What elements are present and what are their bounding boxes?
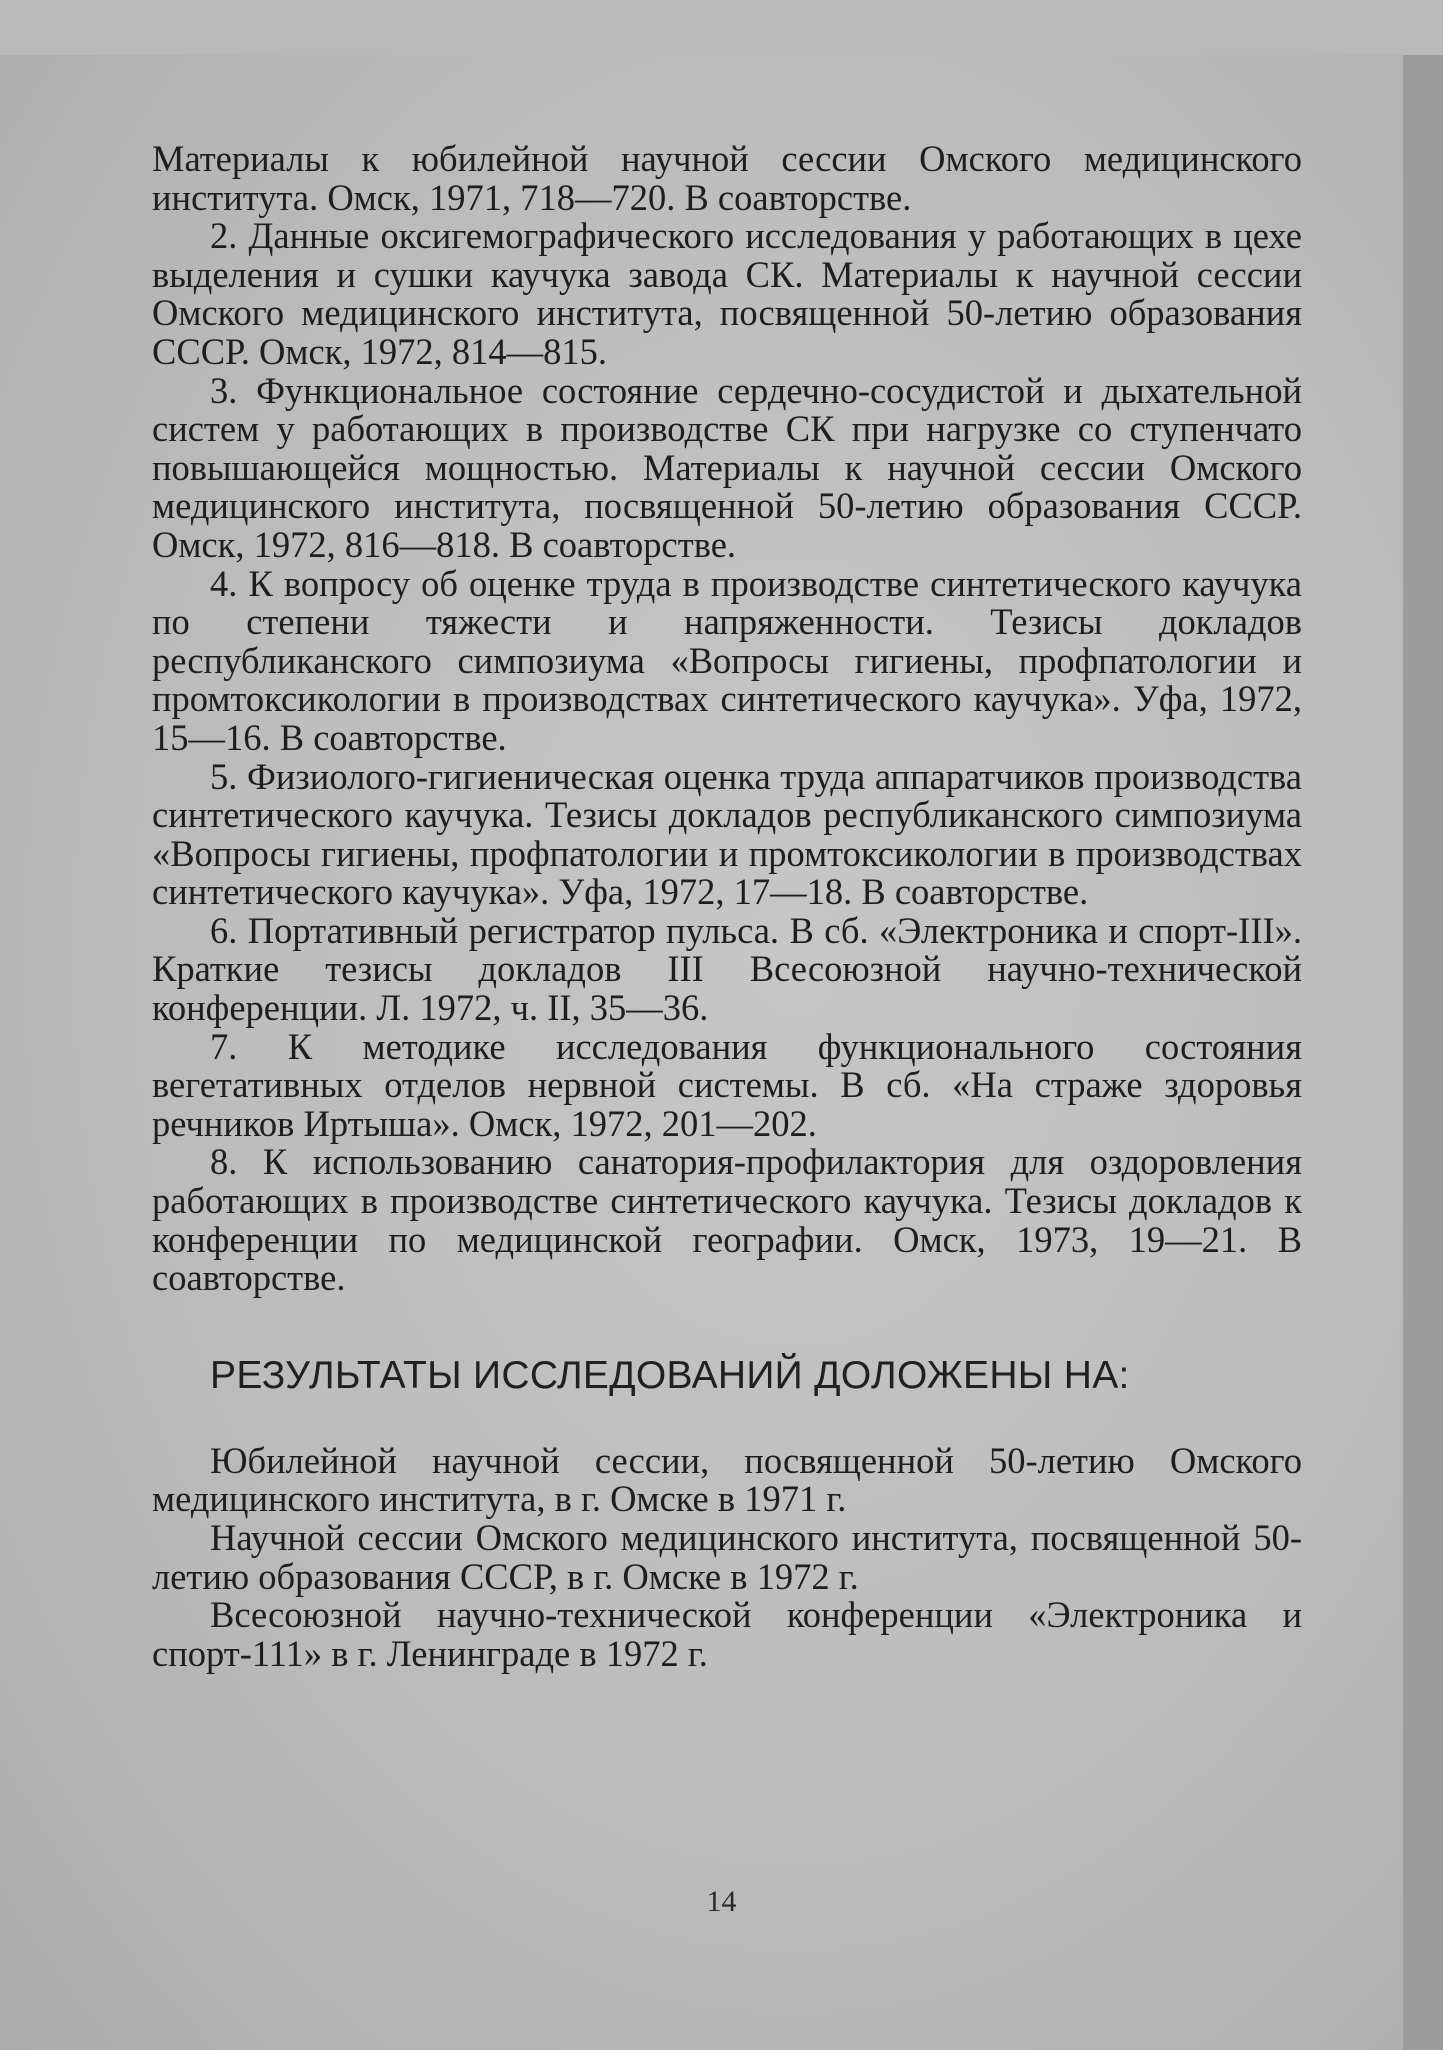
bibliography-item-2: 2. Данные оксигемографического исследования у работающих в цехе выделения и сушки каучука завода СК. Материалы к научной сессии Омского медицинского института, посвященной 50-летию образования СССР. Омск, 1972, 814—815. [152,215,1302,372]
bibliography-item-8: 8. К использованию санатория-профилактория для оздоровления работающих в производстве синтетического каучука. Тезисы докладов к конференции по медицинской географии. Омск, 1973, 19—21. В соавторстве. [152,1141,1302,1299]
result-item-1: Юбилейной научной сессии, посвященной 50-летию Омского медицинского института, в г. Омске в 1971 г. [152,1439,1302,1520]
section-heading: РЕЗУЛЬТАТЫ ИССЛЕДОВАНИЙ ДОЛОЖЕНЫ НА: [210,1353,1130,1397]
document-body [152,140,1302,1673]
bibliography-item-3: 3. Функциональное состояние сердечно-сосудистой и дыхательной систем у работающих в производстве СК при нагрузке со ступенчато повышающейся мощностью. Материалы к научной сессии Омского медицинского института, посвященной 50-летию образования СССР. Омск, 1972, 816—818. В соавторстве. [152,369,1302,565]
result-item-2: Научной сессии Омского медицинского института, посвященной 50-летию образования СССР, в г. Омске в 1972 г. [152,1517,1302,1597]
bibliography-item-5: 5. Физиолого-гигиеническая оценка труда аппаратчиков производства синтетического каучука. Тезисы докладов республиканского симпозиума «Вопросы гигиены, профпатологии и промтоксикологии в производствах синтетического каучука». Уфа, 1972, 17—18. В соавторстве. [152,755,1302,913]
continuation-paragraph: Материалы к юбилейной научной сессии Омского медицинского института. Омск, 1971, 718—720. В соавторстве. [152,138,1302,218]
bibliography-item-7: 7. К методике исследования функционального состояния вегетативных отделов нервной системы. В сб. «На страже здоровья речников Иртыша». Омск, 1972, 201—202. [152,1025,1302,1144]
result-item-3: Всесоюзной научно-технической конференции «Электроника и спорт-111» в г. Ленинграде в 1972 г. [152,1594,1302,1674]
page-number: 14 [706,1885,737,1918]
bibliography-item-4: 4. К вопросу об оценке труда в производстве синтетического каучука по степени тяжести и напряженности. Тезисы докладов республиканского симпозиума «Вопросы гигиены, профпатологии и промтоксикологии в производствах синтетического каучука». Уфа, 1972, 15—16. В соавторстве. [152,562,1302,758]
scan-background [0,0,1443,55]
scan-right-edge [1403,55,1443,2050]
bibliography-item-6: 6. Портативный регистратор пульса. В сб. «Электроника и спорт-III». Краткие тезисы докладов III Всесоюзной научно-технической конференции. Л. 1972, ч. II, 35—36. [152,909,1302,1029]
